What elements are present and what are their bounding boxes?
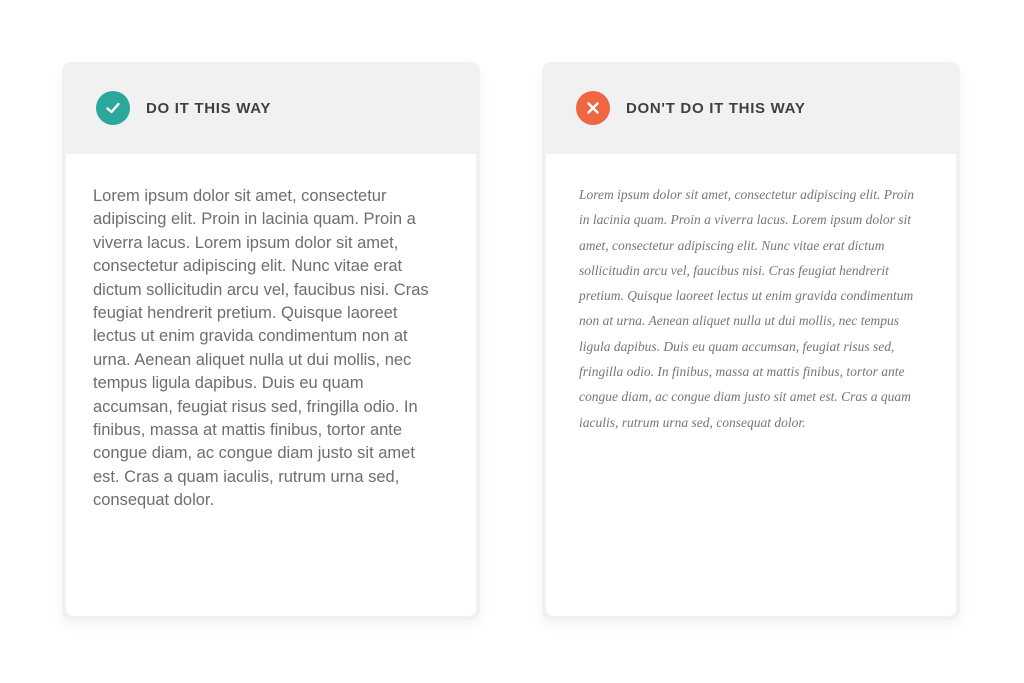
do-card-text: Lorem ipsum dolor sit amet, consectetur adipiscing elit. Proin in lacinia quam. Proin a viverra lacus. Lorem ipsum dolor sit amet, consectetur adipiscing elit. Nunc vitae erat dictum sollicitudin arcu vel, faucibus nisi. Cras feugiat hendrerit pretium. Quisque laoreet lectus ut enim gravida condimentum non at urna. Aenean aliquet nulla ut dui mollis, nec tempus ligula dapibus. Duis eu quam accumsan, feugiat risus sed, fringilla odio. In finibus, massa at mattis finibus, tortor ante congue diam, ac congue diam justo sit amet est. Cras a quam iaculis, rutrum urna sed, consequat dolor.	[93, 187, 429, 510]
close-icon	[576, 91, 610, 125]
do-card	[62, 62, 480, 620]
dont-card-title: DON'T DO IT THIS WAY	[626, 99, 806, 117]
do-card-header	[66, 62, 476, 154]
check-icon	[96, 91, 130, 125]
dont-card-body	[546, 154, 956, 616]
dont-card-header	[546, 62, 956, 154]
do-card-body	[66, 154, 476, 616]
dont-card	[542, 62, 960, 620]
do-card-title: DO IT THIS WAY	[146, 99, 272, 117]
dont-card-text: Lorem ipsum dolor sit amet, consectetur adipiscing elit. Proin in lacinia quam. Proin a viverra lacus. Lorem ipsum dolor sit amet, consectetur adipiscing elit. Nunc vitae erat dictum sollicitudin arcu vel, faucibus nisi. Cras feugiat hendrerit pretium. Quisque laoreet lectus ut enim gravida condimentum non at urna. Aenean aliquet nulla ut dui mollis, nec tempus ligula dapibus. Duis eu quam accumsan, feugiat risus sed, fringilla odio. In finibus, massa at mattis finibus, tortor ante congue diam, ac congue diam justo sit amet est. Cras a quam iaculis, rutrum urna sed, consequat dolor.	[579, 187, 914, 430]
